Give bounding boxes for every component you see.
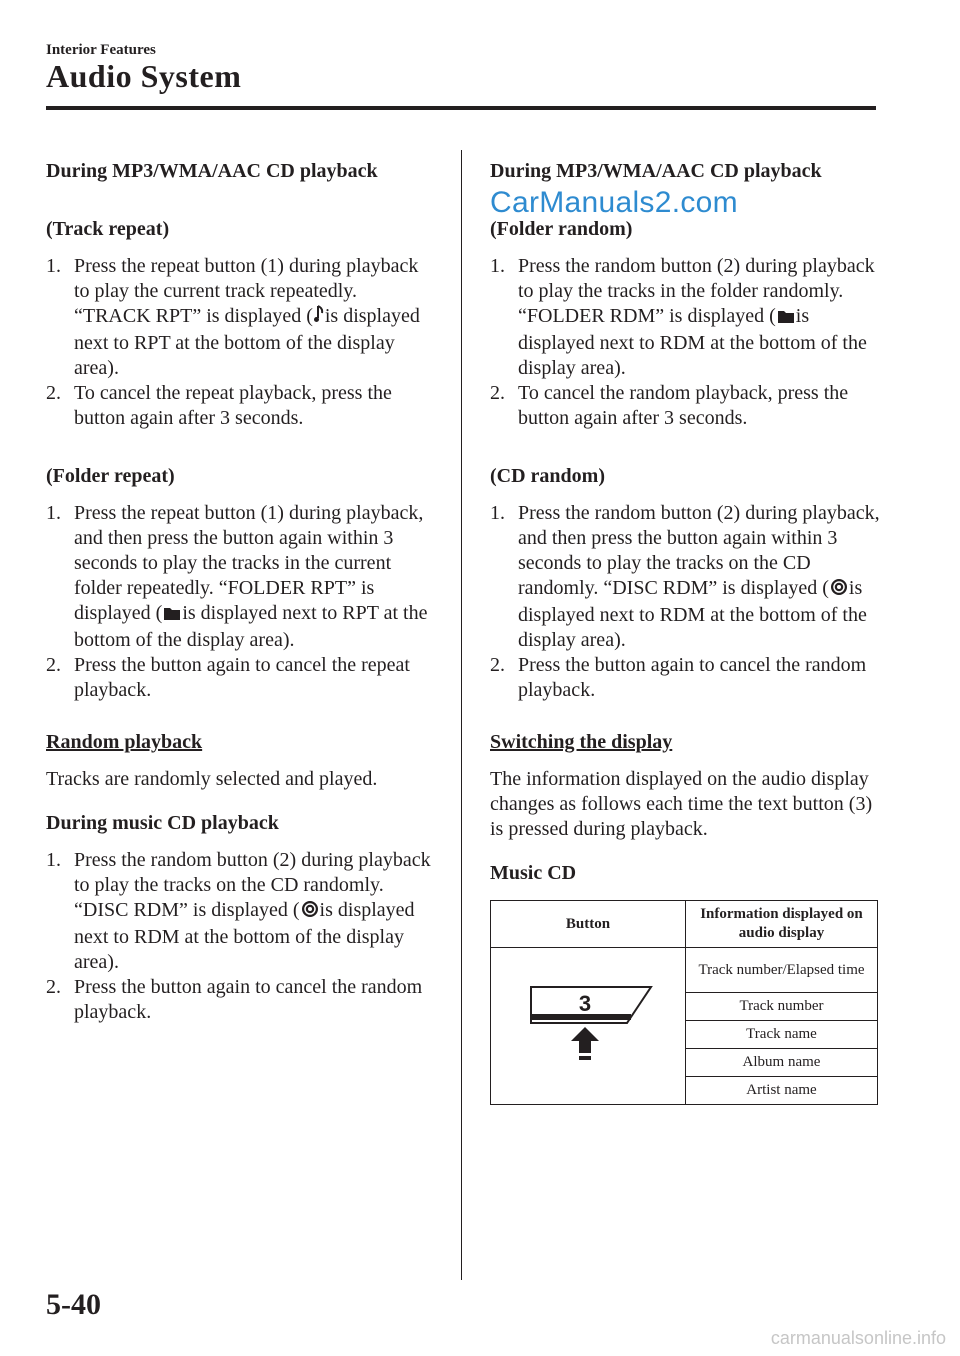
cd-random-heading: (CD random) [490,465,605,487]
table-cell: Track number [686,993,878,1021]
page-title: Audio System [46,58,242,94]
left-column [46,156,436,1025]
header-rule [46,106,876,110]
random-playback-heading: Random playback [46,731,203,753]
music-note-icon [314,304,324,331]
random-intro: Tracks are randomly selected and played. [46,768,378,790]
right-column [490,156,880,1105]
folder-repeat-steps [46,501,436,703]
context-heading: During MP3/WMA/AAC CD playback [46,160,378,182]
text-button-illustration [513,977,663,1069]
list-item: 1. Press the repeat button (1) during playback, and then press the button again within 3 seconds to play the tracks in the current folder repeatedly. “FOLDER RPT” is displayed ( is displayed next to RPT at the bottom of the display area). [46,502,428,651]
random-steps [46,848,436,1025]
track-repeat-steps [46,254,436,431]
folder-random-steps [490,254,880,431]
table-header-row [491,901,878,948]
press-arrow-icon [571,1027,599,1060]
switching-display-heading: Switching the display [490,731,673,753]
column-header-info: Information displayed on audio display [686,901,878,948]
text-button-cell [491,948,686,1105]
list-item: 1. Press the random button (2) during playback to play the tracks in the folder randomly. “FOLDER RDM” is displayed ( is displayed next to RDM at the bottom of the display area). [490,255,875,379]
display-table [490,900,878,1105]
table-row [491,948,878,993]
page-number: 5-40 [46,1288,101,1321]
folder-icon [777,306,795,331]
column-divider [461,150,462,1280]
folder-icon [163,603,181,628]
cd-random-steps [490,501,880,703]
table-cell: Artist name [686,1077,878,1105]
button-number: 3 [578,991,592,1016]
table-cell: Track number/Elapsed time [686,948,878,993]
context-heading: During MP3/WMA/AAC CD playback [490,160,822,182]
list-item: 1. Press the repeat button (1) during playback to play the current track repeatedly. “TRACK RPT” is displayed ( is displayed next to RPT at the bottom of the display area). [46,255,420,379]
list-item: 2. To cancel the repeat playback, press the button again after 3 seconds. [46,382,392,429]
watermark: CarManuals2.com [490,186,738,219]
disc-icon [830,578,848,603]
list-item: 1. Press the random button (2) during playback, and then press the button again within 3 seconds to play the tracks on the CD randomly. “DISC RDM” is displayed ( is displayed next to RDM at the bottom of the display area). [490,502,880,651]
table-cell: Album name [686,1049,878,1077]
list-item: 2. Press the button again to cancel the repeat playback. [46,654,410,701]
list-item: 2. Press the button again to cancel the random playback. [46,976,423,1023]
folder-random-heading: (Folder random) [490,218,633,240]
header-section: Interior Features [46,42,156,58]
switching-intro: The information displayed on the audio display changes as follows each time the text button (3) is pressed during playback. [490,768,873,840]
music-cd-context-heading: During music CD playback [46,812,279,834]
track-repeat-heading: (Track repeat) [46,218,170,240]
column-header-button: Button [491,901,686,948]
music-cd-heading: Music CD [490,862,577,884]
folder-repeat-heading: (Folder repeat) [46,465,175,487]
table-cell: Track name [686,1021,878,1049]
list-item: 2. To cancel the random playback, press the button again after 3 seconds. [490,382,849,429]
list-item: 1. Press the random button (2) during playback to play the tracks on the CD randomly. “DISC RDM” is displayed ( is displayed next to RDM at the bottom of the display area). [46,849,431,973]
footer-watermark: carmanualsonline.info [770,1328,946,1348]
disc-icon [301,900,319,925]
list-item: 2. Press the button again to cancel the random playback. [490,654,867,701]
